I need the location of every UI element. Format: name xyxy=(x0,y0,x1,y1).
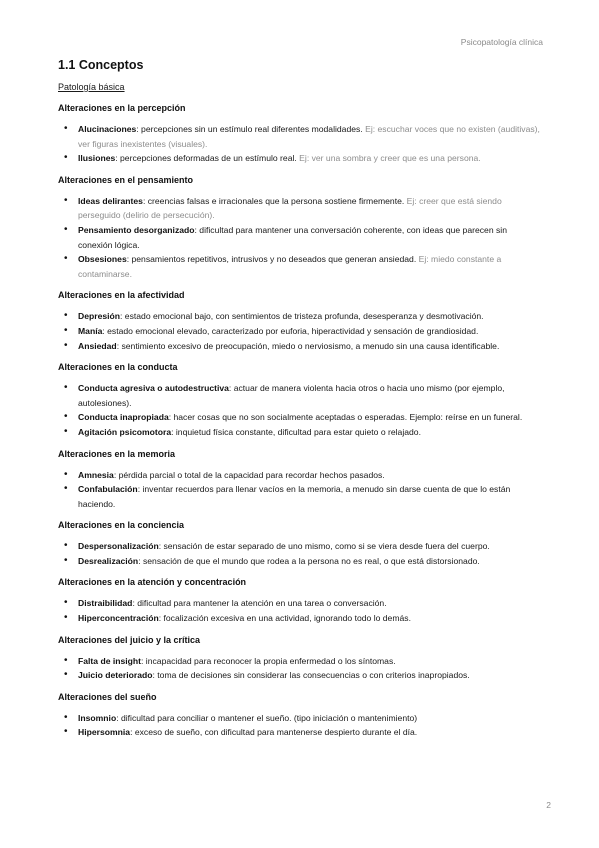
definition: : sensación de que el mundo que rodea a la persona no es real, o que está distorsionado. xyxy=(138,555,480,566)
bullet-list xyxy=(58,539,542,568)
term: Hipersomnia xyxy=(78,727,131,738)
definition: : percepciones deformadas de un estímulo real. xyxy=(115,153,300,164)
bullet-list xyxy=(58,711,542,740)
definition: : inventar recuerdos para llenar vacíos en la memoria, a menudo sin darse cuenta de que lo están haciendo. xyxy=(78,484,511,509)
definition: : actuar de manera violenta hacia otros o hacia uno mismo (por ejemplo, autolesiones). xyxy=(78,383,505,408)
term: Agitación psicomotora xyxy=(78,426,172,437)
definition: : hacer cosas que no son socialmente aceptadas o esperadas. Ejemplo: reírse en un funeral. xyxy=(168,412,523,423)
term: Desrealización xyxy=(78,555,139,566)
section-heading: Alteraciones en la atención y concentración xyxy=(58,577,247,588)
definition: : incapacidad para reconocer la propia enfermedad o los síntomas. xyxy=(141,655,396,666)
definition: : sensación de estar separado de uno mismo, como si se viera desde fuera del cuerpo. xyxy=(158,541,490,552)
section-heading: Alteraciones en la afectividad xyxy=(58,290,185,301)
term: Ilusiones xyxy=(78,153,116,164)
definition: : dificultad para mantener la atención en una tarea o conversación. xyxy=(132,598,387,609)
list-item xyxy=(78,468,542,483)
definition: : focalización excesiva en una actividad, ignorando todo lo demás. xyxy=(158,613,411,624)
bullet-list xyxy=(58,468,542,512)
term: Obsesiones xyxy=(78,254,127,265)
term: Conducta agresiva o autodestructiva xyxy=(78,383,229,394)
term: Hiperconcentración xyxy=(78,613,159,624)
term: Manía xyxy=(78,325,103,336)
sections-container xyxy=(58,103,542,740)
list-item xyxy=(78,339,542,354)
example: Ej: miedo constante a contaminarse. xyxy=(78,254,502,279)
term: Despersonalización xyxy=(78,541,159,552)
term: Juicio deteriorado xyxy=(78,670,153,681)
list-item xyxy=(78,539,542,554)
bullet-list xyxy=(58,596,542,625)
bullet-list xyxy=(58,122,542,166)
list-item xyxy=(78,324,542,339)
definition: : dificultad para mantener una conversación coherente, con ideas que parecen sin conexión lógica. xyxy=(78,224,507,250)
definition: : inquietud física constante, dificultad para estar quieto o relajado. xyxy=(171,426,421,437)
list-item xyxy=(78,654,542,669)
page-title: 1.1 Conceptos xyxy=(58,58,144,72)
term: Amnesia xyxy=(78,469,114,480)
list-item xyxy=(78,596,542,611)
bullet-list xyxy=(58,381,542,439)
definition: : estado emocional bajo, con sentimientos de tristeza profunda, desesperanza y desmotivación. xyxy=(120,311,484,322)
page-subtitle: Patología básica xyxy=(58,82,125,92)
page-number: 2 xyxy=(546,800,551,810)
list-item xyxy=(78,410,542,425)
definition: : pérdida parcial o total de la capacidad para recordar hechos pasados. xyxy=(113,469,385,480)
list-item xyxy=(78,711,542,726)
term: Depresión xyxy=(78,311,121,322)
page-content xyxy=(58,58,542,749)
section xyxy=(58,103,542,166)
definition: : estado emocional elevado, caracterizado por euforia, hiperactividad y sensación de grandiosidad. xyxy=(102,325,479,336)
example: Ej: escuchar voces que no existen (auditivas), ver figuras inexistentes (visuales). xyxy=(78,124,540,149)
section xyxy=(58,577,542,625)
section-heading: Alteraciones en la conducta xyxy=(58,362,178,373)
list-item xyxy=(78,252,542,281)
section xyxy=(58,520,542,568)
list-item xyxy=(78,381,542,410)
term: Insomnio xyxy=(78,712,117,723)
definition: : exceso de sueño, con dificultad para mantenerse despierto durante el día. xyxy=(130,727,418,738)
section-heading: Alteraciones en la memoria xyxy=(58,448,176,459)
term: Ansiedad xyxy=(78,340,117,351)
section-heading: Alteraciones en la percepción xyxy=(58,103,186,113)
section-heading: Alteraciones del sueño xyxy=(58,691,157,702)
term: Alucinaciones xyxy=(78,124,137,134)
list-item xyxy=(78,223,542,252)
section xyxy=(58,290,542,353)
term: Distraibilidad xyxy=(78,598,133,609)
definition: : percepciones sin un estímulo real diferentes modalidades. xyxy=(136,124,366,134)
section xyxy=(58,175,542,282)
term: Ideas delirantes xyxy=(78,195,143,206)
list-item xyxy=(78,425,542,440)
list-item xyxy=(78,482,542,511)
list-item xyxy=(78,194,542,223)
section-heading: Alteraciones del juicio y la crítica xyxy=(58,634,201,645)
term: Pensamiento desorganizado xyxy=(78,224,195,235)
section xyxy=(58,635,542,683)
bullet-list xyxy=(58,194,542,282)
section xyxy=(58,692,542,740)
definition: : dificultad para conciliar o mantener el sueño. (tipo iniciación o mantenimiento) xyxy=(116,712,418,723)
list-item xyxy=(78,554,542,569)
term: Falta de insight xyxy=(78,655,142,666)
list-item xyxy=(78,668,542,683)
definition: : creencias falsas e irracionales que la persona sostiene firmemente. xyxy=(142,195,407,206)
example: Ej: creer que está siendo perseguido (delirio de persecución). xyxy=(78,195,502,221)
bullet-list xyxy=(58,309,542,353)
section-heading: Alteraciones en el pensamiento xyxy=(58,174,194,185)
list-item xyxy=(78,122,542,151)
example: Ej: ver una sombra y creer que es una persona. xyxy=(299,153,481,164)
section xyxy=(58,362,542,439)
definition: : toma de decisiones sin considerar las consecuencias o con criterios inapropiados. xyxy=(152,670,470,681)
section xyxy=(58,449,542,512)
list-item xyxy=(78,725,542,740)
list-item xyxy=(78,151,542,166)
term: Conducta inapropiada xyxy=(78,412,169,423)
running-header: Psicopatología clínica xyxy=(460,37,543,47)
definition: : sentimiento excesivo de preocupación, miedo o nerviosismo, a menudo sin una causa identificable. xyxy=(116,340,500,351)
term: Confabulación xyxy=(78,484,138,495)
definition: : pensamientos repetitivos, intrusivos y no deseados que generan ansiedad. xyxy=(126,254,419,265)
section-heading: Alteraciones en la conciencia xyxy=(58,520,185,531)
list-item xyxy=(78,309,542,324)
bullet-list xyxy=(58,654,542,683)
list-item xyxy=(78,611,542,626)
